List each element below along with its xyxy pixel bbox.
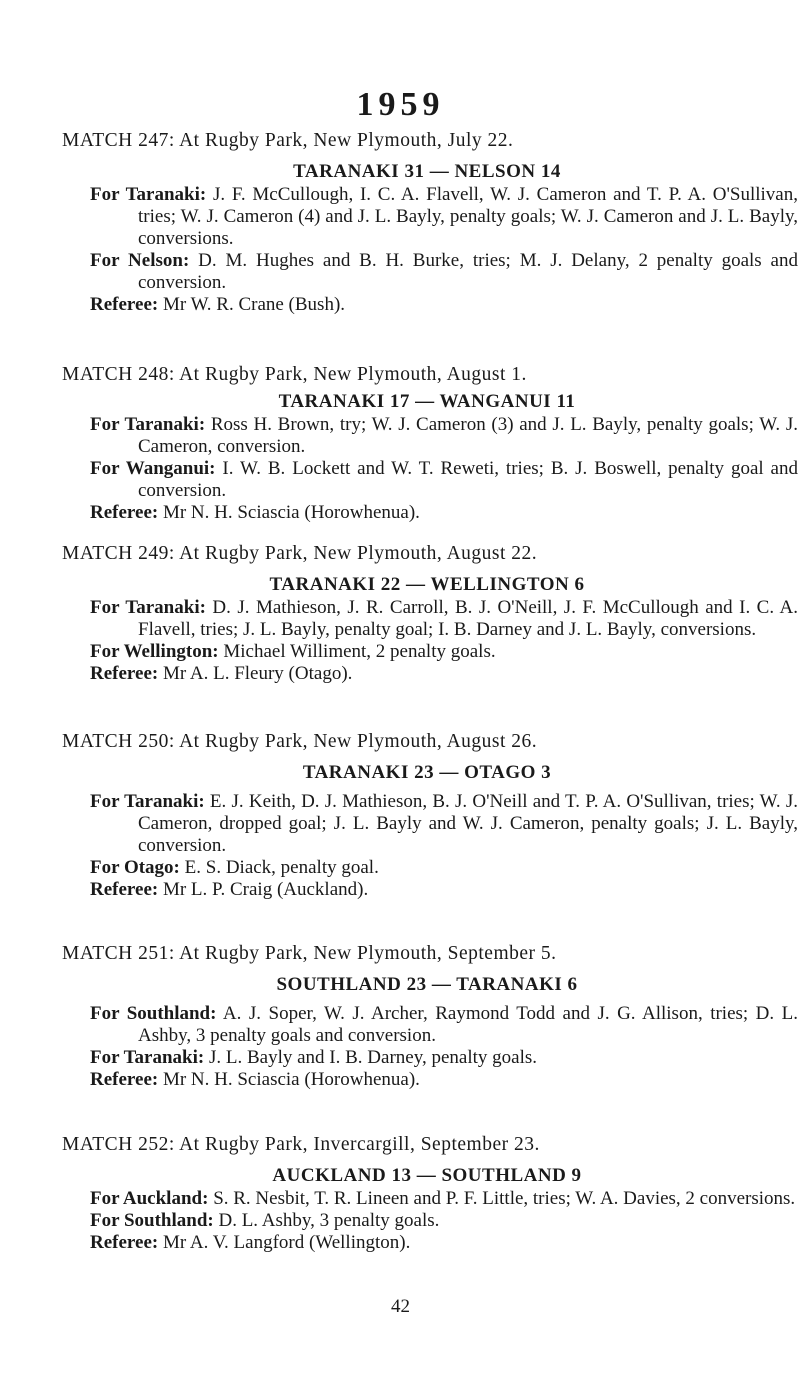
entry-text: Ross H. Brown, try; W. J. Cameron (3) and J. L. Bayly, penalty goals; W. J. Cameron, conversion. xyxy=(138,414,798,457)
match-header: MATCH 251: At Rugby Park, New Plymouth, September 5. xyxy=(62,943,557,964)
entry-text: E. S. Diack, penalty goal. xyxy=(179,857,379,878)
match-header: MATCH 247: At Rugby Park, New Plymouth, July 22. xyxy=(62,130,514,151)
entry-label: Referee: xyxy=(90,663,159,684)
entry-text: A. J. Soper, W. J. Archer, Raymond Todd and J. G. Allison, tries; D. L. Ashby, 3 penalty goals and conversion. xyxy=(138,1003,798,1046)
scorers-entry xyxy=(90,1003,798,1047)
match-result: TARANAKI 22 — WELLINGTON 6 xyxy=(269,574,585,595)
year-heading: 1959 xyxy=(356,86,445,123)
entry-text: Mr N. H. Sciascia (Horowhenua). xyxy=(158,502,420,523)
entry-label: For Wanganui: xyxy=(90,458,216,479)
entry-label: For Nelson: xyxy=(90,250,190,271)
entry-text: J. F. McCullough, I. C. A. Flavell, W. J. Cameron and T. P. A. O'Sullivan, tries; W. J. Cameron (4) and J. L. Bayly, penalty goals; W. J. Cameron and J. L. Bayly, conversions. xyxy=(138,184,798,249)
page-number: 42 xyxy=(391,1296,410,1317)
match-result: TARANAKI 23 — OTAGO 3 xyxy=(302,762,552,783)
referee-entry xyxy=(90,294,798,316)
entry-label: For Taranaki: xyxy=(90,791,205,812)
entry-label: For Wellington: xyxy=(90,641,219,662)
entry-label: For Taranaki: xyxy=(90,597,206,618)
entry-label: Referee: xyxy=(90,1232,159,1253)
scorers-entry xyxy=(90,1188,798,1210)
match-result: AUCKLAND 13 — SOUTHLAND 9 xyxy=(272,1165,582,1186)
scorers-entry xyxy=(90,250,798,294)
scorers-entry xyxy=(90,857,798,879)
scorers-entry xyxy=(90,1047,798,1069)
match-block xyxy=(62,363,798,524)
match-header: MATCH 252: At Rugby Park, Invercargill, September 23. xyxy=(62,1134,540,1155)
entry-text: Mr A. V. Langford (Wellington). xyxy=(158,1232,411,1253)
entry-label: For Auckland: xyxy=(90,1188,209,1209)
entry-text: Mr A. L. Fleury (Otago). xyxy=(158,663,353,684)
match-result: TARANAKI 17 — WANGANUI 11 xyxy=(278,391,576,412)
scorers-entry xyxy=(90,184,798,250)
entry-text: Mr L. P. Craig (Auckland). xyxy=(158,879,369,900)
entry-text: Mr W. R. Crane (Bush). xyxy=(158,294,346,315)
entry-text: E. J. Keith, D. J. Mathieson, B. J. O'Neill and T. P. A. O'Sullivan, tries; W. J. Cameron, dropped goal; J. L. Bayly and W. J. Cameron, penalty goals; J. L. Bayly, conversion. xyxy=(138,791,798,856)
entry-text: S. R. Nesbit, T. R. Lineen and P. F. Little, tries; W. A. Davies, 2 conversions. xyxy=(208,1188,796,1209)
scorers-entry xyxy=(90,597,798,641)
referee-entry xyxy=(90,1232,798,1254)
entry-label: Referee: xyxy=(90,502,159,523)
scorers-entry xyxy=(90,791,798,857)
match-result: TARANAKI 31 — NELSON 14 xyxy=(293,161,561,182)
entry-label: For Southland: xyxy=(90,1003,217,1024)
scorers-entry xyxy=(90,414,798,458)
referee-entry xyxy=(90,1069,798,1091)
entry-label: For Taranaki: xyxy=(90,414,206,435)
entry-label: Referee: xyxy=(90,1069,159,1090)
entry-text: Michael Williment, 2 penalty goals. xyxy=(218,641,496,662)
entry-label: Referee: xyxy=(90,294,159,315)
match-block xyxy=(62,129,798,316)
match-block xyxy=(62,542,798,685)
scorers-entry xyxy=(90,641,798,663)
entry-text: D. L. Ashby, 3 penalty goals. xyxy=(213,1210,440,1231)
entry-label: For Otago: xyxy=(90,857,180,878)
match-header: MATCH 248: At Rugby Park, New Plymouth, August 1. xyxy=(62,364,527,385)
referee-entry xyxy=(90,879,798,901)
entry-label: Referee: xyxy=(90,879,159,900)
entry-label: For Southland: xyxy=(90,1210,214,1231)
scorers-entry xyxy=(90,458,798,502)
match-block xyxy=(62,1133,796,1254)
match-header: MATCH 250: At Rugby Park, New Plymouth, August 26. xyxy=(62,731,538,752)
entry-text: I. W. B. Lockett and W. T. Reweti, tries; B. J. Boswell, penalty goal and conversion. xyxy=(138,458,798,501)
entry-text: D. M. Hughes and B. H. Burke, tries; M. J. Delany, 2 penalty goals and conversion. xyxy=(138,250,798,293)
match-block xyxy=(62,730,798,901)
match-header: MATCH 249: At Rugby Park, New Plymouth, August 22. xyxy=(62,543,538,564)
referee-entry xyxy=(90,663,798,685)
match-result: SOUTHLAND 23 — TARANAKI 6 xyxy=(276,974,578,995)
entry-label: For Taranaki: xyxy=(90,1047,205,1068)
match-block xyxy=(62,942,798,1091)
entry-text: J. L. Bayly and I. B. Darney, penalty goals. xyxy=(204,1047,537,1068)
entry-text: Mr N. H. Sciascia (Horowhenua). xyxy=(158,1069,420,1090)
entry-label: For Taranaki: xyxy=(90,184,207,205)
entry-text: D. J. Mathieson, J. R. Carroll, B. J. O'Neill, J. F. McCullough and I. C. A. Flavell, tries; J. L. Bayly, penalty goal; I. B. Darney and J. L. Bayly, conversions. xyxy=(138,597,798,640)
referee-entry xyxy=(90,502,798,524)
scorers-entry xyxy=(90,1210,798,1232)
